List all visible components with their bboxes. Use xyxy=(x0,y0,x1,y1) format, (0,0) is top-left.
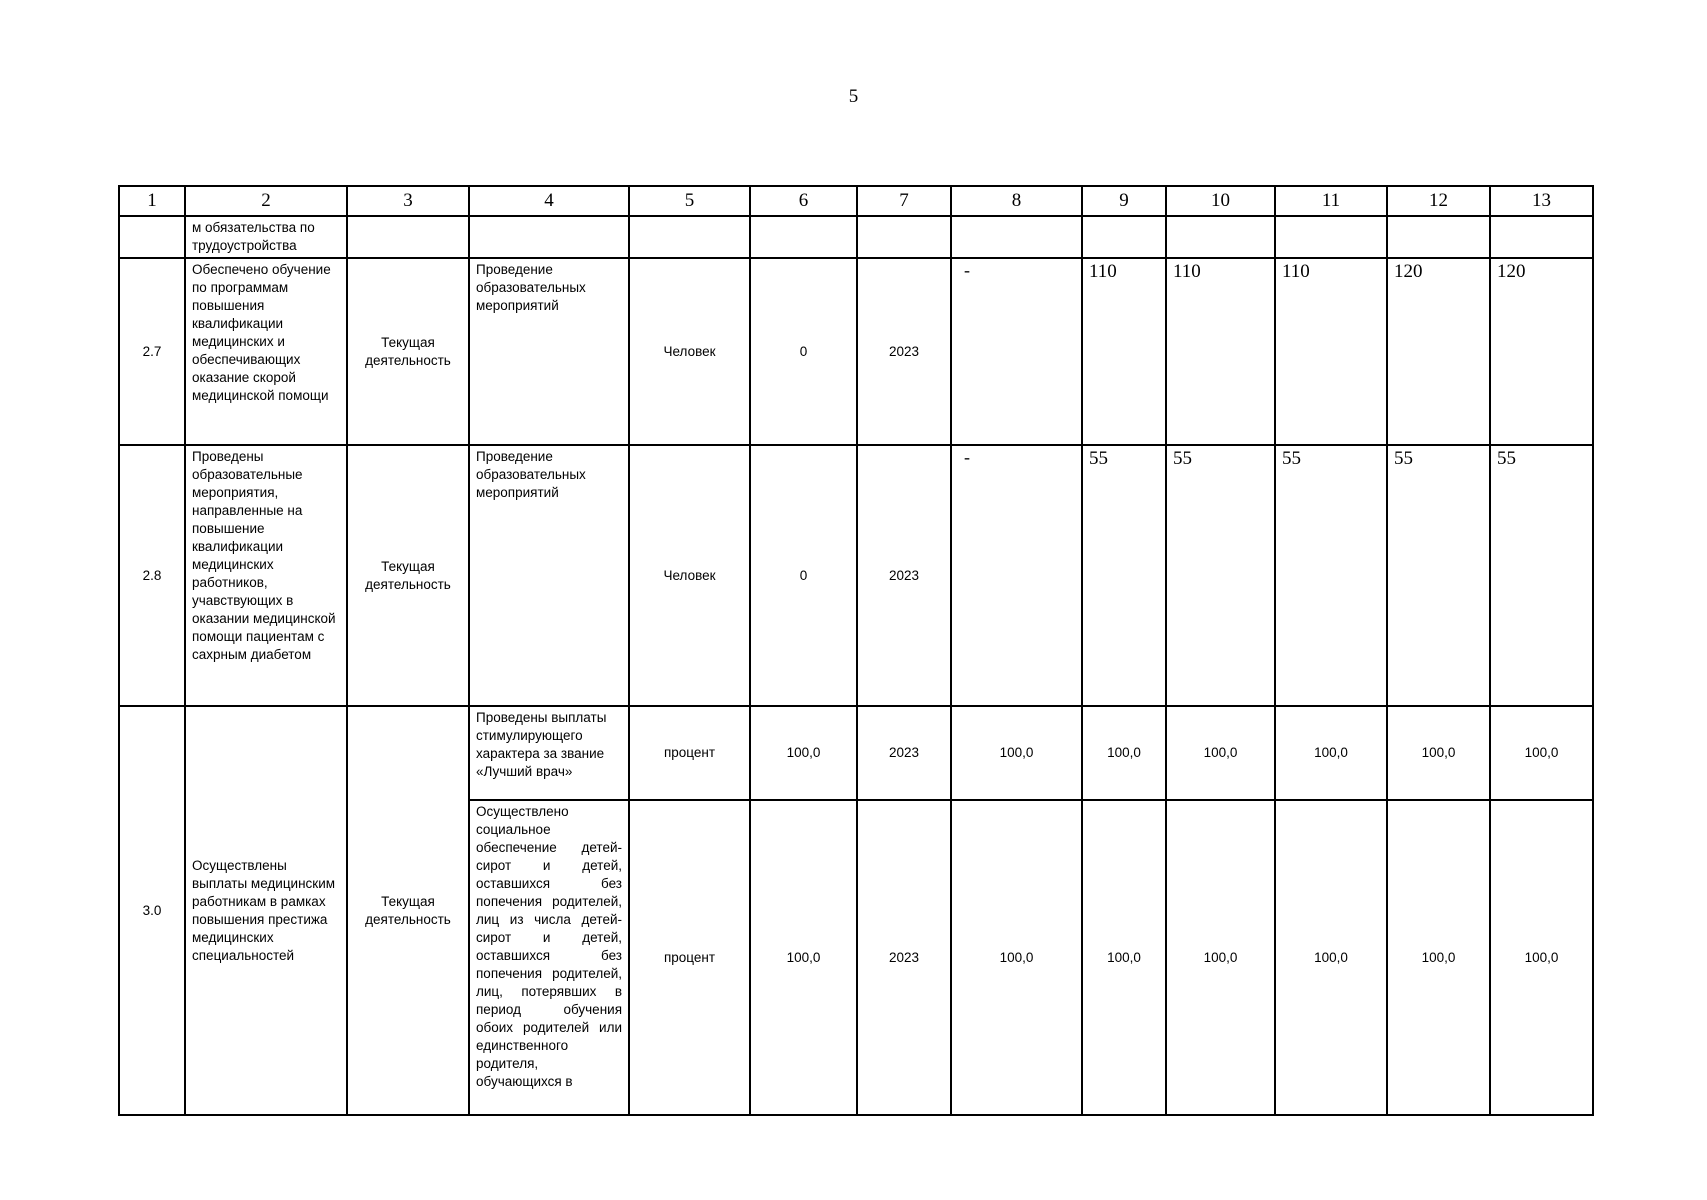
base-value: 100,0 xyxy=(750,706,857,800)
value-cell: - xyxy=(951,445,1082,706)
activity-type: Текущая деятельность xyxy=(347,706,469,1115)
row-number: 3.0 xyxy=(119,706,185,1115)
table-cell xyxy=(1490,216,1593,258)
column-header: 11 xyxy=(1275,186,1387,216)
event-text: Осуществлено социальное обеспечение детей-сирот и детей, оставшихся без попечения родителей, лиц из числа детей-сирот и детей, оставшихся без попечения родителей, лиц, потерявших в период обучения обоих родителей или единственного родителя, обучающихся в xyxy=(469,800,629,1115)
value-cell: - xyxy=(951,258,1082,445)
table-cell xyxy=(750,216,857,258)
value-cell: 110 xyxy=(1275,258,1387,445)
unit-cell: процент xyxy=(629,800,750,1115)
continuation-text: м обязательства по трудоустройства xyxy=(185,216,347,258)
table-row xyxy=(119,258,1593,445)
value-cell: 100,0 xyxy=(1166,706,1275,800)
unit-cell: Человек xyxy=(629,258,750,445)
column-header: 12 xyxy=(1387,186,1490,216)
event-text: Проведение образовательных мероприятий xyxy=(469,258,629,445)
unit-cell: Человек xyxy=(629,445,750,706)
base-year: 2023 xyxy=(857,445,951,706)
column-header: 4 xyxy=(469,186,629,216)
base-value: 0 xyxy=(750,445,857,706)
value-cell: 100,0 xyxy=(1275,706,1387,800)
unit-cell: процент xyxy=(629,706,750,800)
event-text: Проведение образовательных мероприятий xyxy=(469,445,629,706)
table-cell xyxy=(1275,216,1387,258)
result-text: Осуществлены выплаты медицинским работникам в рамках повышения престижа медицинских специальностей xyxy=(185,706,347,1115)
value-cell: 100,0 xyxy=(951,706,1082,800)
activity-type: Текущая деятельность xyxy=(347,258,469,445)
value-cell: 55 xyxy=(1082,445,1166,706)
column-header: 8 xyxy=(951,186,1082,216)
value-cell: 100,0 xyxy=(951,800,1082,1115)
value-cell: 100,0 xyxy=(1490,706,1593,800)
column-header: 7 xyxy=(857,186,951,216)
base-year: 2023 xyxy=(857,706,951,800)
column-header: 1 xyxy=(119,186,185,216)
value-cell: 100,0 xyxy=(1387,706,1490,800)
column-header: 9 xyxy=(1082,186,1166,216)
value-cell: 55 xyxy=(1387,445,1490,706)
table-cell xyxy=(1387,216,1490,258)
value-cell: 100,0 xyxy=(1387,800,1490,1115)
page-number: 5 xyxy=(848,86,859,107)
value-cell: 110 xyxy=(1082,258,1166,445)
table-cell xyxy=(857,216,951,258)
base-year: 2023 xyxy=(857,258,951,445)
value-cell: 55 xyxy=(1490,445,1593,706)
value-cell: 55 xyxy=(1275,445,1387,706)
base-value: 0 xyxy=(750,258,857,445)
column-header: 2 xyxy=(185,186,347,216)
activity-type: Текущая деятельность xyxy=(347,445,469,706)
table-cell xyxy=(469,216,629,258)
table-cell xyxy=(119,216,185,258)
table-row xyxy=(119,445,1593,706)
result-text: Обеспечено обучение по программам повышения квалификации медицинских и обеспечивающих оказание скорой медицинской помощи xyxy=(185,258,347,445)
value-cell: 100,0 xyxy=(1490,800,1593,1115)
base-value: 100,0 xyxy=(750,800,857,1115)
base-year: 2023 xyxy=(857,800,951,1115)
value-cell: 100,0 xyxy=(1082,800,1166,1115)
value-cell: 100,0 xyxy=(1166,800,1275,1115)
column-header: 3 xyxy=(347,186,469,216)
value-cell: 55 xyxy=(1166,445,1275,706)
column-header: 13 xyxy=(1490,186,1593,216)
indicators-table xyxy=(118,185,1594,1116)
value-cell: 100,0 xyxy=(1082,706,1166,800)
table-cell xyxy=(951,216,1082,258)
header-row xyxy=(119,186,1593,216)
value-cell: 110 xyxy=(1166,258,1275,445)
value-cell: 120 xyxy=(1387,258,1490,445)
row-number: 2.7 xyxy=(119,258,185,445)
table-cell xyxy=(347,216,469,258)
table-row xyxy=(119,706,1593,800)
continuation-row xyxy=(119,216,1593,258)
row-number: 2.8 xyxy=(119,445,185,706)
table-cell xyxy=(1166,216,1275,258)
value-cell: 120 xyxy=(1490,258,1593,445)
column-header: 6 xyxy=(750,186,857,216)
table-cell xyxy=(1082,216,1166,258)
value-cell: 100,0 xyxy=(1275,800,1387,1115)
table-cell xyxy=(629,216,750,258)
event-text: Проведены выплаты стимулирующего характера за звание «Лучший врач» xyxy=(469,706,629,800)
column-header: 5 xyxy=(629,186,750,216)
result-text: Проведены образовательные мероприятия, направленные на повышение квалификации медицинских работников, учавствующих в оказании медицинской помощи пациентам с сахрным диабетом xyxy=(185,445,347,706)
column-header: 10 xyxy=(1166,186,1275,216)
